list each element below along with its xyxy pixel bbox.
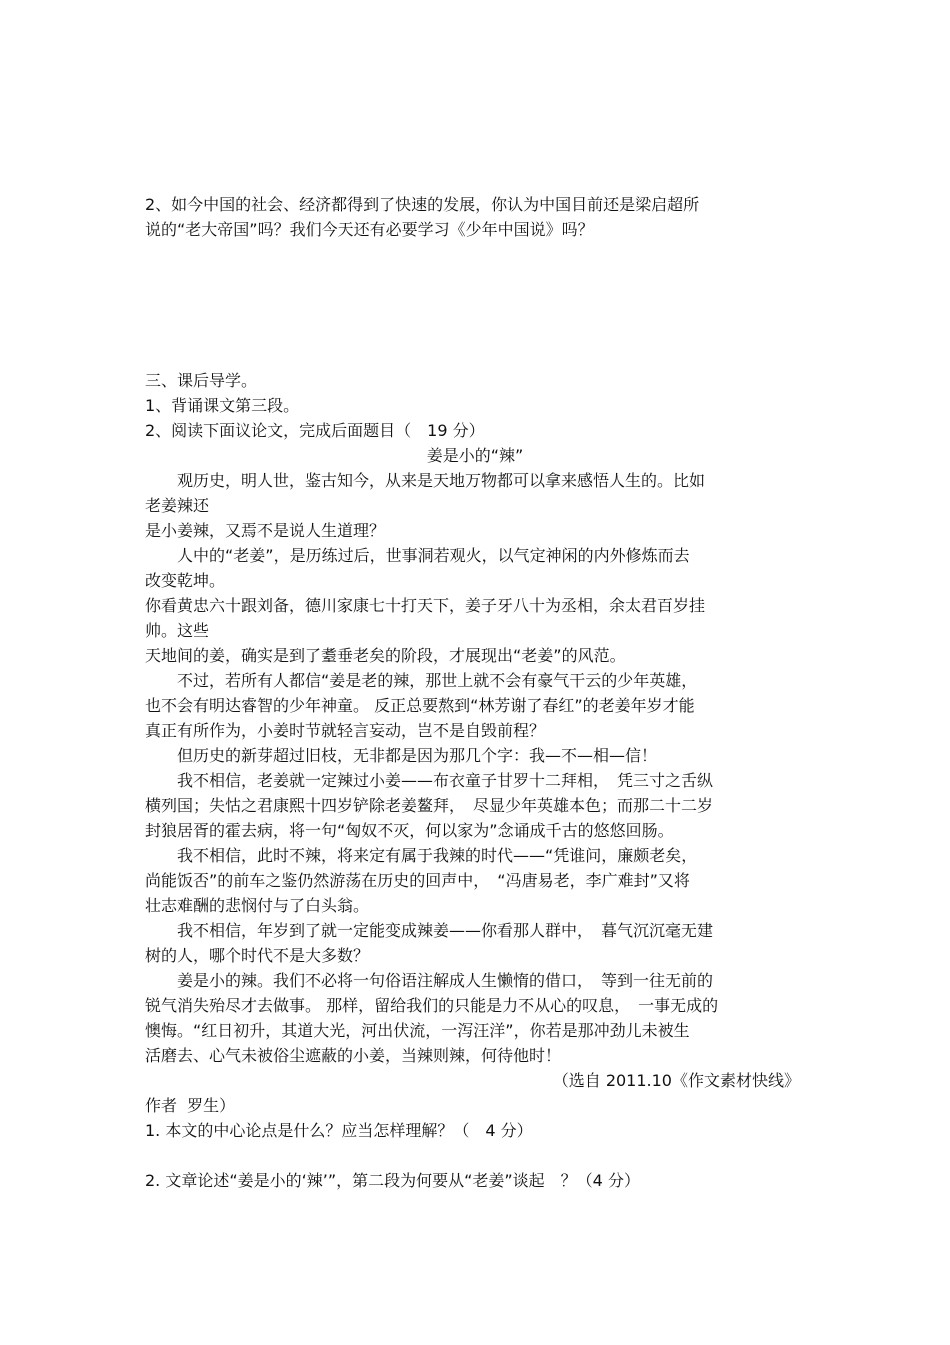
section-heading: 三、课后导学。 [145, 371, 258, 390]
essay-line: 真正有所作为，小姜时节就轻言妄动，岂不是自毁前程？ [145, 721, 546, 740]
essay-line: 懊悔。“红日初升，其道大光，河出伏流，一泻汪洋”，你若是那冲劲儿未被生 [145, 1021, 690, 1040]
essay-line: 观历史，明人世，鉴古知今，从来是天地万物都可以拿来感悟人生的。比如 [145, 471, 706, 490]
author-citation: 作者 罗生） [145, 1096, 236, 1115]
source-citation: （选自 2011.10《作文素材快线》 [552, 1071, 800, 1090]
essay-line: 姜是小的辣。我们不必将一句俗语注解成人生懒惰的借口， 等到一往无前的 [145, 971, 714, 990]
essay-line: 改变乾坤。 [145, 571, 226, 590]
essay-line: 不过，若所有人都信“姜是老的辣，那世上就不会有豪气干云的少年英雄， [145, 671, 698, 690]
essay-line: 老姜辣还 [145, 496, 210, 515]
essay-line: 横列国；失怙之君康熙十四岁铲除老姜鳌拜， 尽显少年英雄本色；而那二十二岁 [145, 796, 714, 815]
essay-line: 锐气消失殆尽才去做事。 那样，留给我们的只能是力不从心的叹息， 一事无成的 [145, 996, 719, 1015]
essay-line: 我不相信，年岁到了就一定能变成辣姜——你看那人群中， 暮气沉沉毫无建 [145, 921, 714, 940]
essay-line: 人中的“老姜”，是历练过后，世事洞若观火，以气定神闲的内外修炼而去 [145, 546, 690, 565]
task-2: 2、阅读下面议论文，完成后面题目（ 19 分） [145, 421, 485, 440]
essay-line: 封狼居胥的霍去病，将一句“匈奴不灭，何以家为”念诵成千古的悠悠回肠。 [145, 821, 674, 840]
essay-line: 是小姜辣，又焉不是说人生道理？ [145, 521, 386, 540]
essay-line: 天地间的姜，确实是到了耋垂老矣的阶段，才展现出“老姜”的风范。 [145, 646, 626, 665]
essay-line: 壮志难酬的悲悯付与了白头翁。 [145, 896, 370, 915]
essay-line: 也不会有明达睿智的少年神童。 反正总要熬到“林芳谢了春红”的老姜年岁才能 [145, 696, 695, 715]
essay-line: 但历史的新芽超过旧枝，无非都是因为那几个字：我—不—相—信！ [145, 746, 658, 765]
essay-line: 你看黄忠六十跟刘备，德川家康七十打天下，姜子牙八十为丞相，余太君百岁挂 [145, 596, 706, 615]
question-1: 1. 本文的中心论点是什么？应当怎样理解？（ 4 分） [145, 1121, 533, 1140]
essay-line: 帅。这些 [145, 621, 210, 640]
essay-line: 活磨去、心气未被俗尘遮蔽的小姜，当辣则辣，何待他时！ [145, 1046, 562, 1065]
essay-line: 我不相信，此时不辣，将来定有属于我辣的时代——“凭谁问，廉颇老矣， [145, 846, 698, 865]
essay-line: 尚能饭否”的前车之鉴仍然游荡在历史的回声中， “冯唐易老，李广难封”又将 [145, 871, 690, 890]
essay-line: 我不相信，老姜就一定辣过小姜——布衣童子甘罗十二拜相， 凭三寸之舌纵 [145, 771, 714, 790]
question-2-line-2: 说的“老大帝国”吗？我们今天还有必要学习《少年中国说》吗？ [145, 220, 594, 239]
essay-line: 树的人，哪个时代不是大多数？ [145, 946, 370, 965]
question-2-line-1: 2、如今中国的社会、经济都得到了快速的发展，你认为中国目前还是梁启超所 [145, 195, 700, 214]
question-2: 2. 文章论述“姜是小的‘辣’”，第二段为何要从“老姜”谈起 ？（4 分） [145, 1171, 640, 1190]
essay-title: 姜是小的“辣” [426, 446, 524, 465]
task-1: 1、背诵课文第三段。 [145, 396, 300, 415]
